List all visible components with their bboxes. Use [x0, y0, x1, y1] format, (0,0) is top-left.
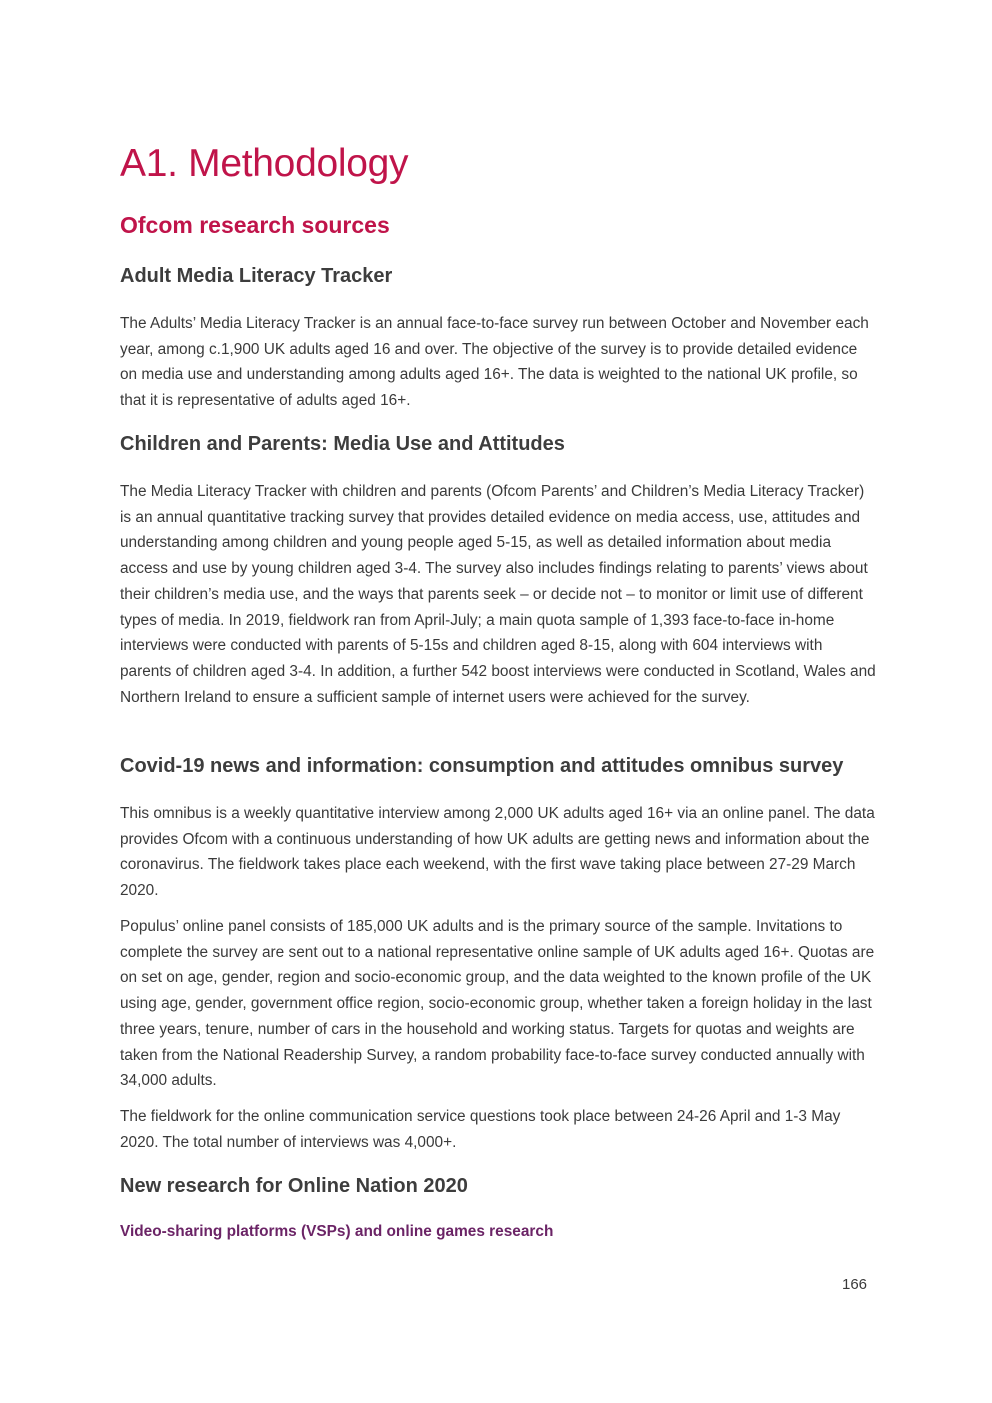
paragraph-covid-omnibus-2: Populus’ online panel consists of 185,000 UK adults and is the primary source of the sample. Invitations to complete the survey are sent out to a national representative online sample of UK adults aged 16+. Quotas are on set on age, gender, region and socio-economic group, and the data weighted to the known profile of the UK using age, gender, government office region, socio-economic group, whether taken a foreign holiday in the last three years, tenure, number of cars in the household and working status. Targets for quotas and weights are taken from the National Readership Survey, a random probability face-to-face survey conducted annually with 34,000 adults. [120, 918, 875, 1090]
page-number: 166 [842, 1276, 868, 1293]
section-title: Ofcom research sources [120, 212, 390, 238]
paragraph-adult-tracker: The Adults’ Media Literacy Tracker is an annual face-to-face survey run between October and November each year, among c.1,900 UK adults aged 16 and over. The objective of the survey is to provide detailed evidence on media use and understanding among adults aged 16+. The data is weighted to the national UK profile, so that it is representative of adults aged 16+. [120, 315, 869, 410]
heading-children-and-parents: Children and Parents: Media Use and Attitudes [120, 433, 565, 455]
heading-covid-omnibus: Covid-19 news and information: consumption and attitudes omnibus survey [120, 755, 844, 777]
paragraph-covid-omnibus-3: The fieldwork for the online communication service questions took place between 24-26 April and 1-3 May 2020. The total number of interviews was 4,000+. [120, 1108, 841, 1151]
paragraph-children-parents: The Media Literacy Tracker with children and parents (Ofcom Parents’ and Children’s Media Literacy Tracker) is an annual quantitative tracking survey that provides detailed evidence on media access, use, attitudes and understanding among children and young people aged 5-15, as well as detailed information about media access and use by young children aged 3-4. The survey also includes findings relating to parents’ views about their children’s media use, and the ways that parents seek – or decide not – to monitor or limit use of different types of media. In 2019, fieldwork ran from April-July; a main quota sample of 1,393 face-to-face in-home interviews were conducted with parents of 5-15s and children aged 8-15, along with 604 interviews with parents of children aged 3-4. In addition, a further 542 boost interviews were conducted in Scotland, Wales and Northern Ireland to ensure a sufficient sample of internet users were achieved for the survey. [120, 483, 876, 706]
heading-new-research: New research for Online Nation 2020 [120, 1175, 468, 1197]
paragraph-covid-omnibus-1: This omnibus is a weekly quantitative interview among 2,000 UK adults aged 16+ via an online panel. The data provides Ofcom with a continuous understanding of how UK adults are getting news and information about the coronavirus. The fieldwork takes place each weekend, with the first wave taking place between 27-29 March 2020. [120, 805, 875, 900]
heading-adult-media-literacy-tracker: Adult Media Literacy Tracker [120, 265, 393, 287]
subheading-vsp-research: Video-sharing platforms (VSPs) and online games research [120, 1223, 554, 1240]
chapter-title: A1. Methodology [120, 142, 409, 185]
